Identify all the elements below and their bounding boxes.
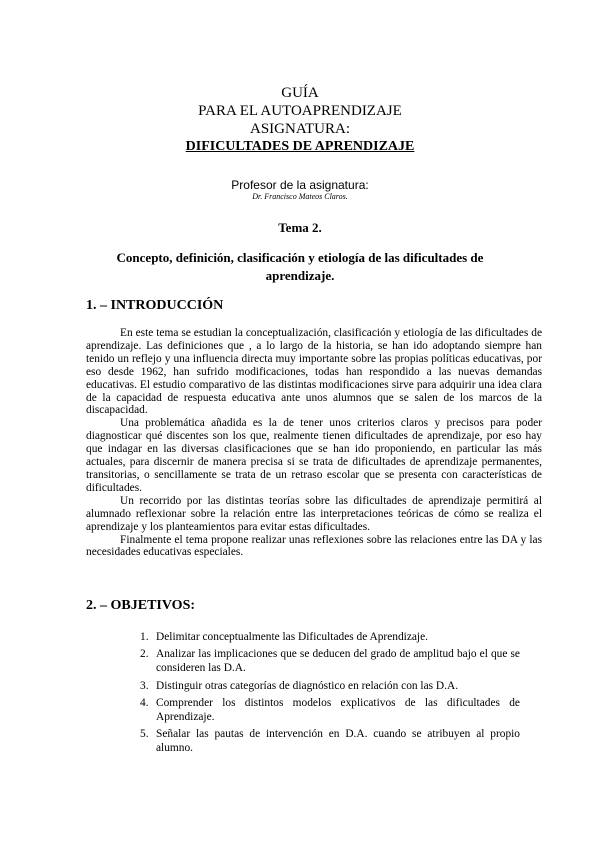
objective-text: Distinguir otras categorías de diagnóstico en relación con las D.A. — [156, 679, 459, 692]
title-line-autoaprendizaje: PARA EL AUTOAPRENDIZAJE — [198, 103, 402, 119]
tema-subtitle: Concepto, definición, clasificación y etiología de las dificultades de aprendizaje. — [116, 250, 484, 283]
objective-text: Delimitar conceptualmente las Dificultades de Aprendizaje. — [156, 631, 429, 643]
objective-number: 1. — [140, 631, 149, 643]
title-line-asignatura: ASIGNATURA: — [249, 121, 350, 137]
professor-block — [0, 178, 600, 202]
professor-label: Profesor de la asignatura: — [231, 178, 369, 192]
objective-text: Analizar las implicaciones que se deducen del grado de amplitud bajo el que se consideren las D.A. — [156, 648, 520, 675]
objective-item — [120, 679, 520, 693]
tema-heading: Tema 2. — [278, 220, 322, 235]
document-title — [0, 84, 600, 156]
objective-number: 3. — [140, 679, 149, 692]
objective-item — [120, 630, 520, 644]
title-line-guia: GUÍA — [281, 85, 319, 101]
objective-item — [120, 696, 520, 724]
title-line-subject: DIFICULTADES DE APRENDIZAJE — [185, 139, 415, 154]
section-heading-objetivos: 2. – OBJETIVOS: — [86, 598, 196, 613]
objectives-list — [120, 630, 520, 759]
objective-item — [120, 727, 520, 755]
section-heading-introduccion: 1. – INTRODUCCIÓN — [86, 298, 224, 313]
intro-paragraph: Una problemática añadida es la de tener unos criterios claros y precisos para poder diagnosticar qué discentes son los que, realmente tienen dificultades de aprendizaje, por eso hay que indagar en las diversas clasificaciones que se han ido proponiendo, en particular las más actuales, para discernir de manera precisa si se trata de dificultades de aprendizaje permanentes, transitorias, o sencillamente se trata de un retraso escolar que se presenta con características de dificultades. — [86, 417, 542, 494]
intro-paragraph: En este tema se estudian la conceptualización, clasificación y etiología de las dificultades de aprendizaje. Las definiciones que , a lo largo de la historia, se han ido adoptando siempre han tenido un reflejo y una influencia directa muy importante sobre las propias políticas educativas, por eso desde 1962, han sufrido modificaciones, todas han respondido a las nuevas demandas educativas. El estudio comparativo de las distintas modificaciones sirve para adquirir una idea clara de la capacidad de respuesta educativa ante unos alumnos que se salen de los marcos de la discapacidad. — [86, 327, 542, 417]
objective-number: 5. — [140, 728, 149, 741]
introduction-body — [86, 327, 542, 559]
objective-number: 4. — [140, 696, 149, 709]
professor-name: Dr. Francisco Mateos Claros. — [252, 192, 348, 201]
intro-paragraph: Finalmente el tema propone realizar unas reflexiones sobre las relaciones entre las DA y las necesidades educativas especiales. — [86, 533, 542, 559]
objective-item — [120, 647, 520, 675]
objective-text: Comprender los distintos modelos explicativos de las dificultades de Aprendizaje. — [156, 696, 520, 724]
intro-paragraph: Un recorrido por las distintas teorías sobre las dificultades de aprendizaje permitirá al alumnado reflexionar sobre la relación entre las interpretaciones teóricas de cómo se realiza el aprendizaje y los planteamientos para evitar estas dificultades. — [86, 494, 542, 533]
objective-number: 2. — [140, 648, 149, 661]
objective-text: Señalar las pautas de intervención en D.A. cuando se atribuyen al propio alumno. — [156, 728, 520, 755]
